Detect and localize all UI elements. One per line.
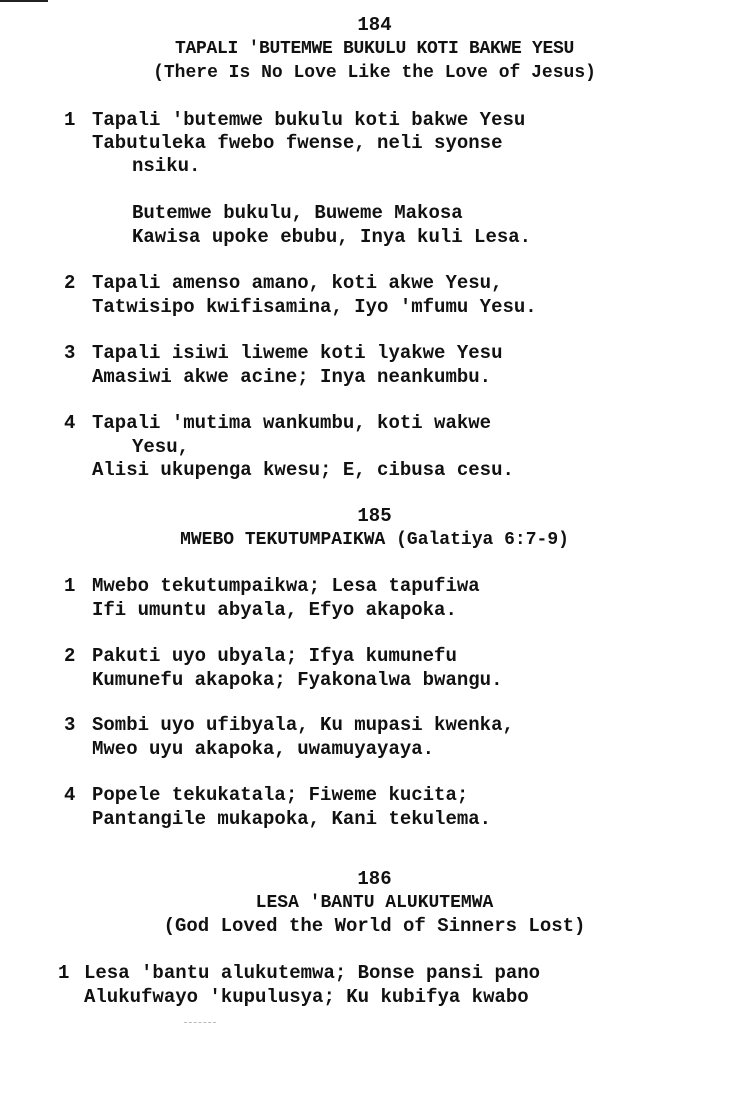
verse-line: nsiku. xyxy=(132,155,201,177)
verse-number: 3 xyxy=(64,714,76,736)
verse-line: Alisi ukupenga kwesu; E, cibusa cesu. xyxy=(92,459,514,481)
chorus-line: Kawisa upoke ebubu, Inya kuli Lesa. xyxy=(132,226,532,248)
verse-number: 4 xyxy=(64,412,76,434)
hymn-subtitle: (There Is No Love Like the Love of Jesus) xyxy=(153,63,596,83)
verse-number: 2 xyxy=(64,272,76,294)
verse-line: Lesa 'bantu alukutemwa; Bonse pansi pano xyxy=(84,962,541,984)
verse-line: Yesu, xyxy=(132,436,190,458)
verse-line: Alukufwayo 'kupulusya; Ku kubifya kwabo xyxy=(84,986,529,1008)
hymn-title: MWEBO TEKUTUMPAIKWA (Galatiya 6:7-9) xyxy=(180,530,569,550)
hymn-title: TAPALI 'BUTEMWE BUKULU KOTI BAKWE YESU xyxy=(174,39,575,59)
verse-number: 4 xyxy=(64,784,76,806)
verse-line: Kumunefu akapoka; Fyakonalwa bwangu. xyxy=(92,669,503,691)
verse-line: Tapali amenso amano, koti akwe Yesu, xyxy=(92,272,503,294)
verse-line: Popele tekukatala; Fiweme kucita; xyxy=(92,784,469,806)
hymn-title: LESA 'BANTU ALUKUTEMWA xyxy=(255,893,494,913)
chorus-line: Butemwe bukulu, Buweme Makosa xyxy=(132,202,463,224)
verse-number: 3 xyxy=(64,342,76,364)
verse-number: 1 xyxy=(58,962,70,984)
hymn-number: 186 xyxy=(357,868,392,890)
verse-number: 2 xyxy=(64,645,76,667)
scan-edge-mark xyxy=(0,0,48,2)
verse-line: Tabutuleka fwebo fwense, neli syonse xyxy=(92,132,503,154)
verse-line: Ifi umuntu abyala, Efyo akapoka. xyxy=(92,599,457,621)
verse-line: Mwebo tekutumpaikwa; Lesa tapufiwa xyxy=(92,575,480,597)
hymn-subtitle: (God Loved the World of Sinners Lost) xyxy=(163,915,586,937)
verse-line: Pakuti uyo ubyala; Ifya kumunefu xyxy=(92,645,457,667)
hymn-number: 185 xyxy=(357,505,392,527)
verse-line: Tapali 'mutima wankumbu, koti wakwe xyxy=(92,412,492,434)
verse-line: Amasiwi akwe acine; Inya neankumbu. xyxy=(92,366,492,388)
hymn-number: 184 xyxy=(357,14,392,36)
verse-number: 1 xyxy=(64,109,76,131)
verse-line: Tapali 'butemwe bukulu koti bakwe Yesu xyxy=(92,109,526,131)
verse-line: Tatwisipo kwifisamina, Iyo 'mfumu Yesu. xyxy=(92,296,537,318)
verse-line: Pantangile mukapoka, Kani tekulema. xyxy=(92,808,492,830)
verse-line: Sombi uyo ufibyala, Ku mupasi kwenka, xyxy=(92,714,514,736)
verse-line: Tapali isiwi liweme koti lyakwe Yesu xyxy=(92,342,503,364)
verse-number: 1 xyxy=(64,575,76,597)
verse-line: Mweo uyu akapoka, uwamuyayaya. xyxy=(92,738,435,760)
scan-smudge xyxy=(184,1022,216,1024)
